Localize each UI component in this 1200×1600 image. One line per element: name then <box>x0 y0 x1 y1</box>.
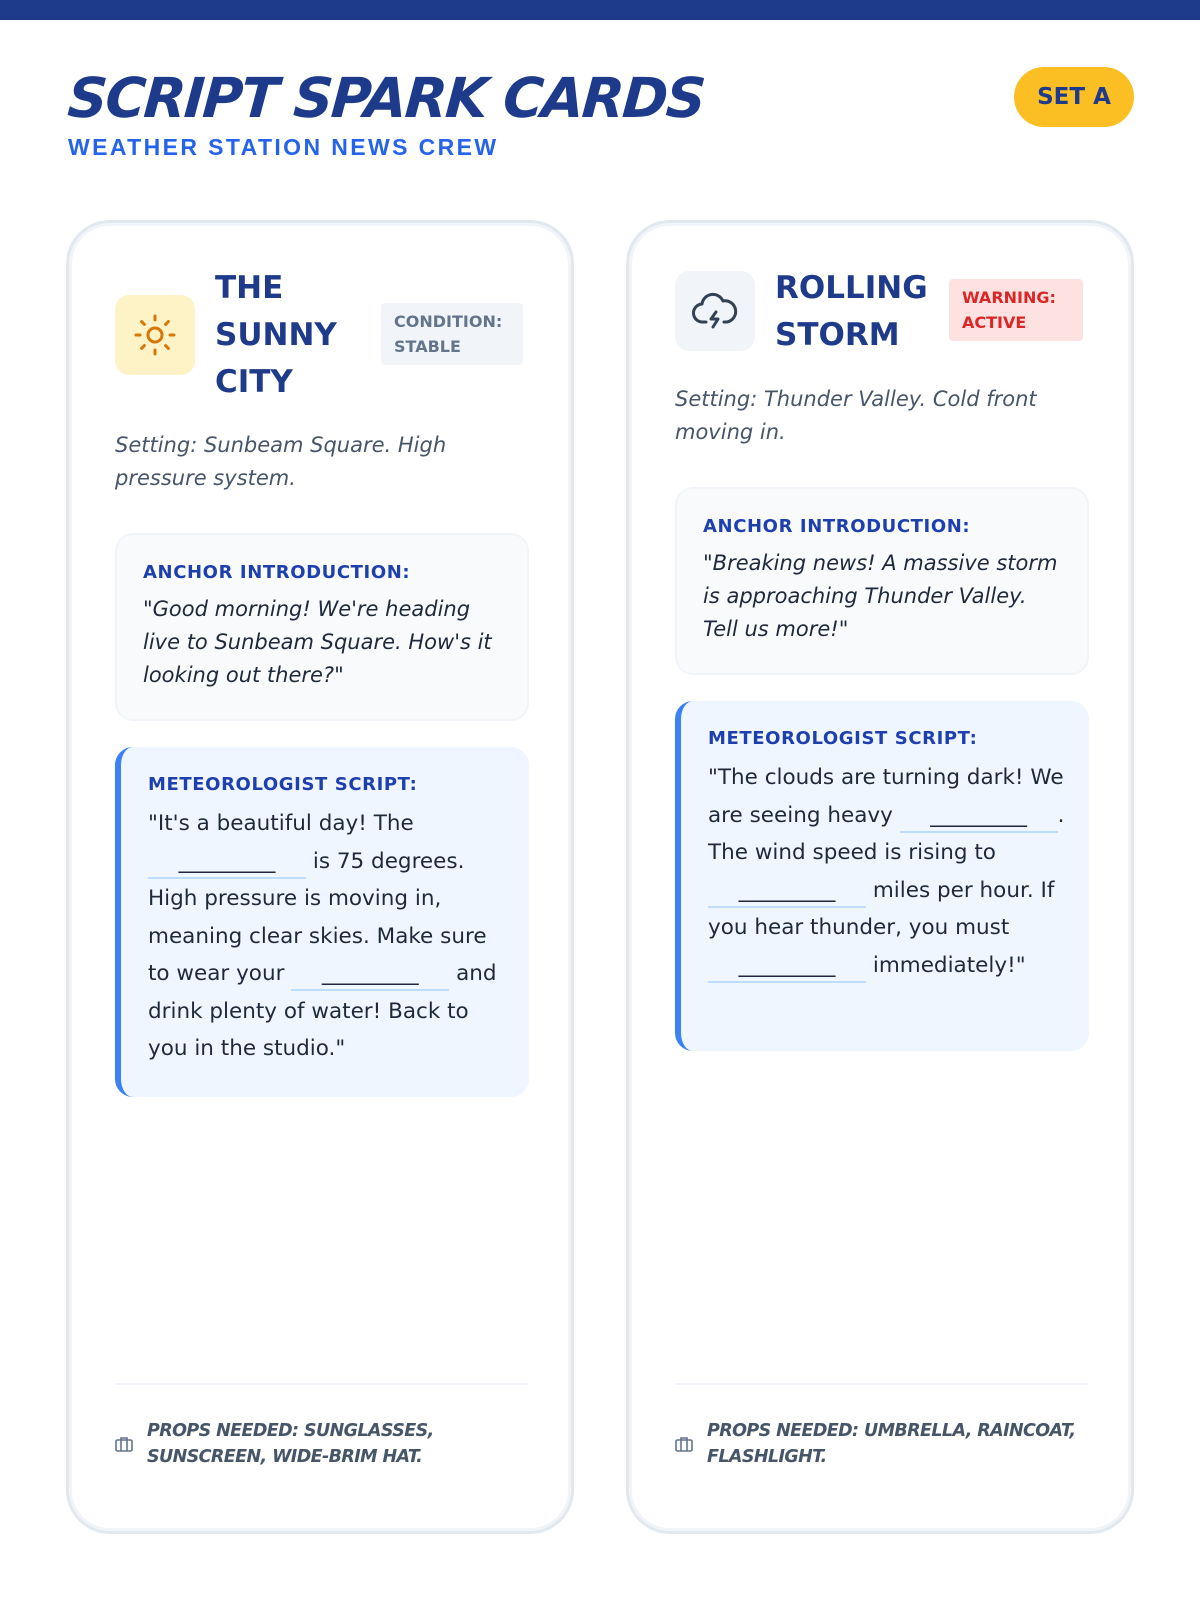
props-needed-text: PROPS NEEDED: SUNGLASSES, SUNSCREEN, WIDE-BRIM HAT. <box>147 1421 434 1467</box>
script-text-part: "The clouds are turning dark! We are seeing heavy <box>708 765 1064 828</box>
anchor-introduction-text: "Good morning! We're heading live to Sunbeam Square. How's it looking out there?" <box>143 597 492 687</box>
script-text-part: . The wind speed is rising to <box>708 802 1065 865</box>
anchor-introduction-box <box>115 533 529 721</box>
card-setting: Setting: Thunder Valley. Cold front moving in. <box>675 387 1037 444</box>
card-title: ROLLING STORM <box>775 270 928 353</box>
props-needed <box>675 1418 1089 1470</box>
fill-in-blank[interactable]: _________ <box>708 951 866 983</box>
meteorologist-script-text <box>708 759 1065 984</box>
fill-in-blank[interactable]: _________ <box>148 847 306 879</box>
sun-icon <box>115 295 195 375</box>
props-needed-text: PROPS NEEDED: UMBRELLA, RAINCOAT, FLASHLIGHT. <box>707 1421 1076 1467</box>
briefcase-icon <box>115 1436 141 1452</box>
anchor-introduction-box <box>675 487 1089 675</box>
script-text-part: "It's a beautiful day! The <box>148 811 414 836</box>
card-divider <box>115 1383 529 1385</box>
top-accent-bar <box>0 0 1200 20</box>
script-text-part: and drink plenty of water! Back to you in the studio." <box>148 961 497 1061</box>
script-text-part: immediately!" <box>872 952 1026 978</box>
props-needed <box>115 1418 529 1470</box>
anchor-introduction-text: "Breaking news! A massive storm is approaching Thunder Valley. Tell us more!" <box>703 551 1058 641</box>
fill-in-blank[interactable]: _________ <box>708 876 866 908</box>
scenario-card-rolling-storm <box>626 220 1134 1534</box>
anchor-introduction-label: ANCHOR INTRODUCTION: <box>143 562 411 583</box>
card-divider <box>675 1383 1089 1385</box>
fill-in-blank[interactable]: _________ <box>900 801 1058 833</box>
meteorologist-script-label: METEOROLOGIST SCRIPT: <box>148 774 418 795</box>
status-badge: CONDITION: STABLE <box>381 303 523 365</box>
status-badge: WARNING: ACTIVE <box>949 279 1083 341</box>
script-text-part: is 75 degrees. High pressure is moving in, meaning clear skies. Make sure to wear your <box>148 848 487 986</box>
card-setting: Setting: Sunbeam Square. High pressure system. <box>115 433 447 490</box>
scenario-card-sunny-city <box>66 220 574 1534</box>
page-header <box>65 66 1134 176</box>
page-subtitle: WEATHER STATION NEWS CREW <box>68 134 499 160</box>
meteorologist-script-box <box>115 747 529 1097</box>
storm-icon <box>675 271 755 351</box>
fill-in-blank[interactable]: _________ <box>291 959 449 991</box>
meteorologist-script-box <box>675 701 1089 1051</box>
anchor-introduction-label: ANCHOR INTRODUCTION: <box>703 516 971 537</box>
set-badge: SET A <box>1014 67 1134 127</box>
script-text-part: miles per hour. If you hear thunder, you must <box>708 877 1055 940</box>
briefcase-icon <box>675 1436 701 1452</box>
page-title: SCRIPT SPARK CARDS <box>65 66 707 130</box>
meteorologist-script-text <box>148 805 505 1068</box>
meteorologist-script-label: METEOROLOGIST SCRIPT: <box>708 728 978 749</box>
card-title: THE SUNNY CITY <box>215 270 337 400</box>
